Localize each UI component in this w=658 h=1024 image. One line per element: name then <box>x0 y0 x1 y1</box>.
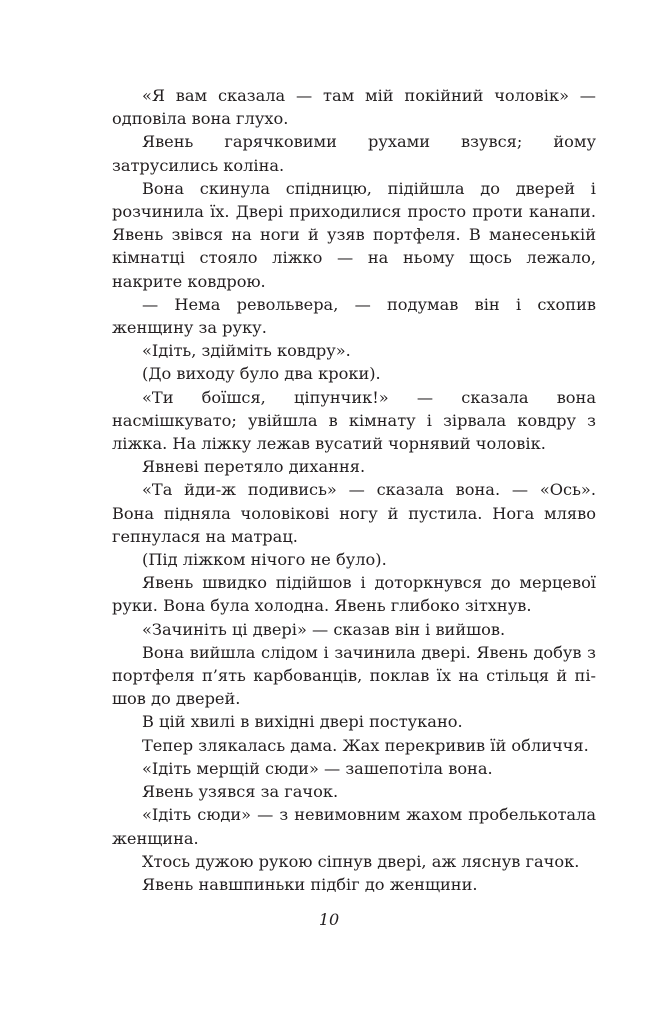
paragraph: Явень узявся за гачок. <box>142 782 339 802</box>
body-text <box>112 84 596 896</box>
paragraph: Явень гарячковими рухами взувся; йому затрусились коліна. <box>112 132 596 175</box>
paragraph: Явень швидко підійшов і доторкнувся до мерцевої руки. Вона була холодна. Явень глибоко зітхнув. <box>112 573 596 616</box>
paragraph: Вона скинула спідницю, підійшла до дверей і розчинила їх. Двері приходилися просто проти канапи. Явень звівся на ноги й узяв портфеля. В манесенькій кімнатці стояло ліжко — на ньому щось лежало, накрите ковдрою. <box>112 178 596 291</box>
paragraph: «Ідіть сюди» — з невимовним жахом пробелькотала женщина. <box>112 805 596 848</box>
paragraph: Явневі перетяло дихання. <box>142 457 366 477</box>
paragraph: (До виходу було два кроки). <box>142 364 381 384</box>
paragraph: Вона вийшла слідом і зачинила двері. Явень добув з портфеля п’ять карбованців, поклав їх на стільця й пі-шов до дверей. <box>112 642 596 709</box>
paragraph: «Ти боїшся, ціпунчик!» — сказала вона насмішкувато; увійшла в кімнату і зірвала ковдру з ліжка. На ліжку лежав вусатий чорнявий чоловік. <box>112 387 596 454</box>
paragraph: (Під ліжком нічого не було). <box>142 550 387 570</box>
paragraph: — Нема револьвера, — подумав він і схопив женщину за руку. <box>112 294 596 338</box>
paragraph: В цій хвилі в вихідні двері постукано. <box>142 712 463 732</box>
page-number: 10 <box>318 910 340 929</box>
paragraph: Явень навшпиньки підбіг до женщини. <box>142 874 478 894</box>
paragraph: «Ідіть мерщій сюди» — зашепотіла вона. <box>142 758 493 778</box>
paragraph: «Та йди-ж подивись» — сказала вона. — «Ось». Вона підняла чоловікові ногу й пустила. Нога мляво гепнулася на матрац. <box>112 480 596 546</box>
paragraph: «Я вам сказала — там мій покійний чоловік» — одповіла вона глухо. <box>112 86 596 129</box>
paragraph: Тепер злякалась дама. Жах перекривив їй обличчя. <box>142 735 589 755</box>
paragraph: «Зачиніть ці двері» — сказав він і вийшов. <box>142 619 506 639</box>
paragraph: «Ідіть, здійміть ковдру». <box>142 341 351 361</box>
paragraph: Хтось дужою рукою сіпнув двері, аж ляснув гачок. <box>142 851 580 871</box>
